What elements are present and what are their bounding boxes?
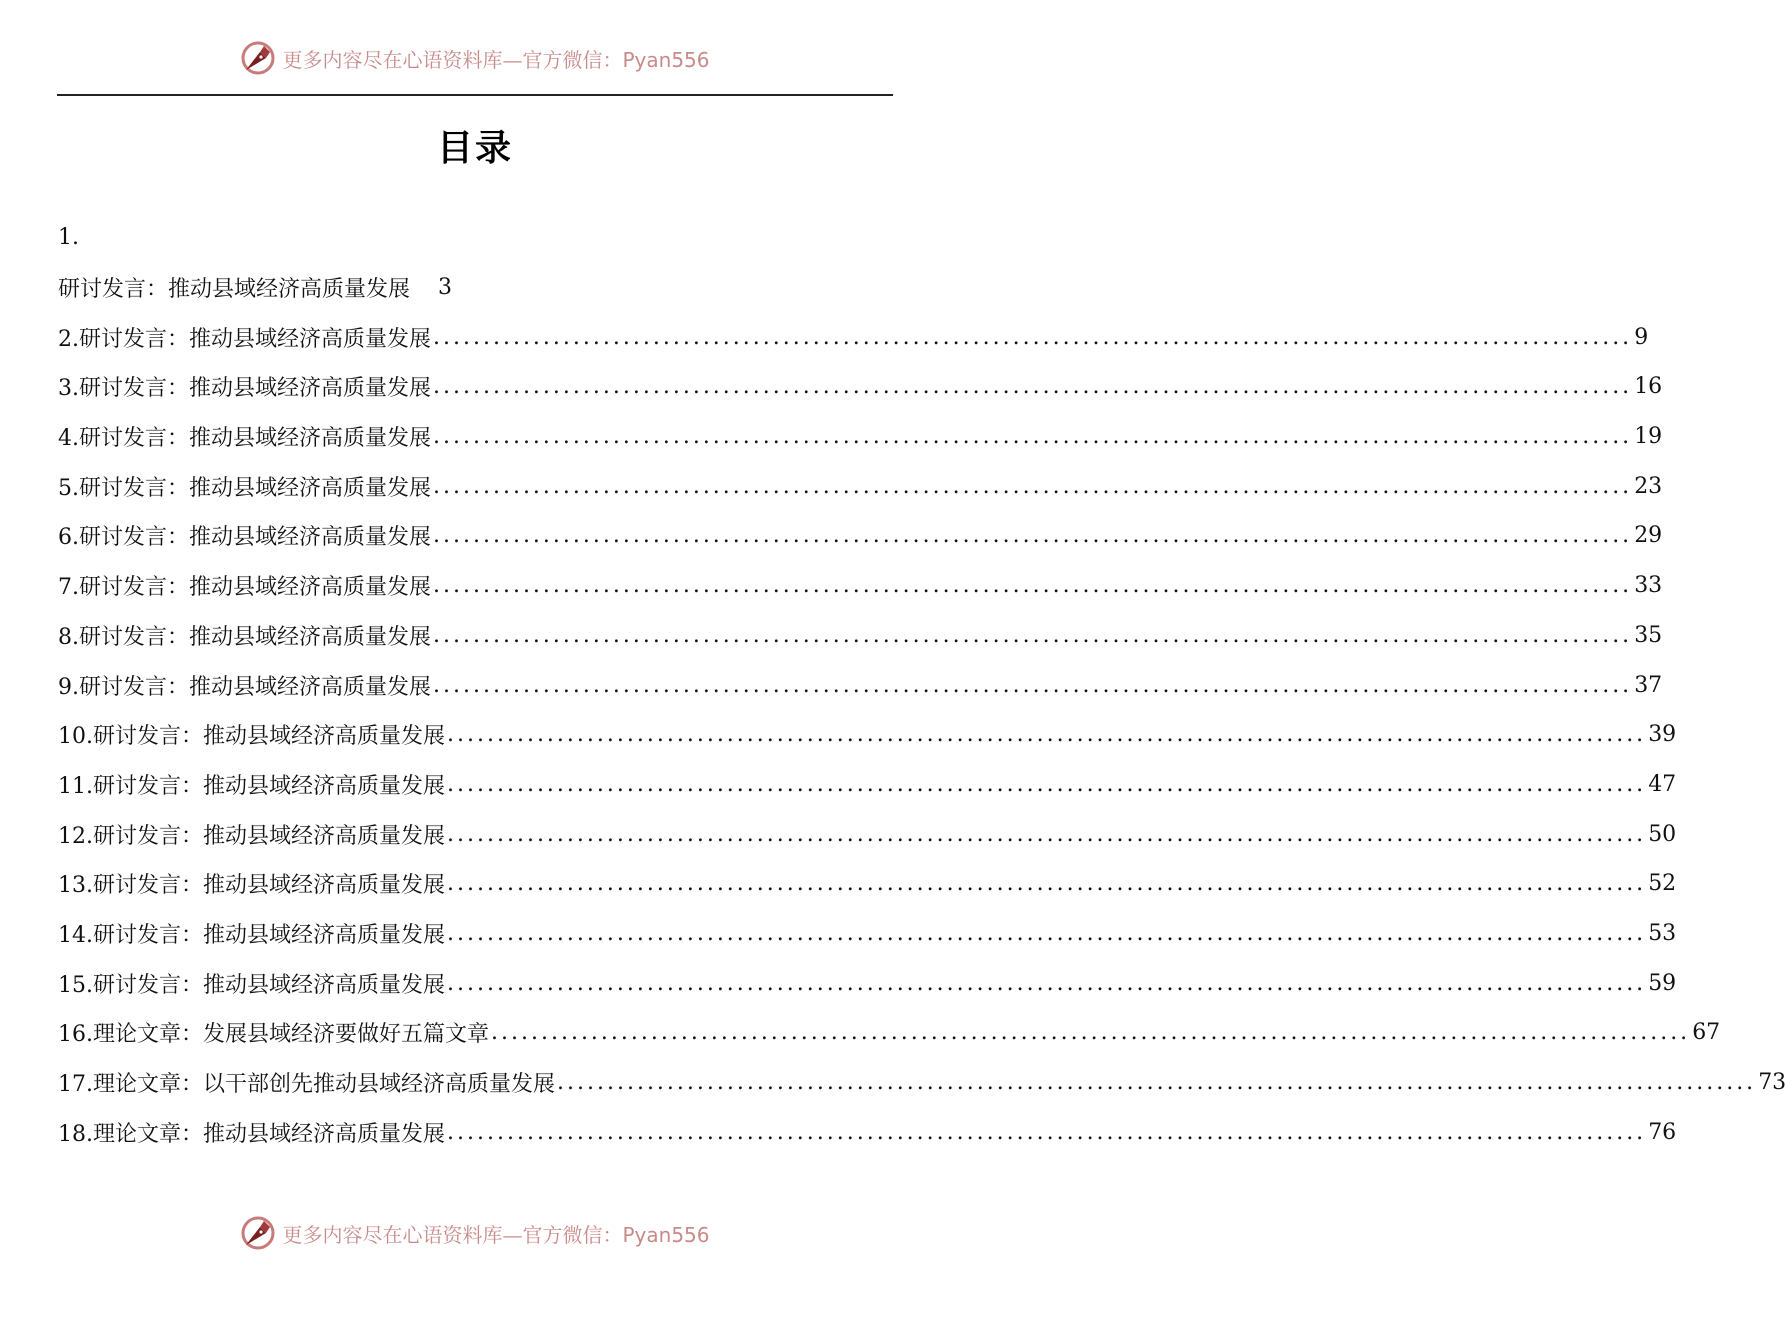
toc-leader: ........................................................................................................................: [447, 970, 1647, 996]
toc-title: 4.研讨发言：推动县域经济高质量发展: [58, 426, 431, 452]
pen-nib-logo-icon: [240, 1215, 276, 1251]
header-watermark: [0, 38, 950, 78]
toc-title: 15.研讨发言：推动县域经济高质量发展: [58, 972, 445, 998]
toc-leader: ........................................................................................................................: [491, 1020, 1691, 1046]
toc-page: 73: [1758, 1070, 1786, 1096]
toc-title: 研讨发言：推动县域经济高质量发展: [58, 277, 411, 303]
toc-leader: ........................................................................................................................: [433, 473, 1633, 499]
toc-page: 52: [1648, 871, 1677, 897]
toc-page: 3: [438, 275, 453, 301]
watermark-text: 更多内容尽在心语资料库—官方微信：Pyan556: [282, 1222, 710, 1247]
toc-item[interactable]: [58, 760, 1677, 810]
wechat-id: Pyan556: [622, 1222, 710, 1247]
toc-leader: ........................................................................................................................: [433, 324, 1633, 350]
toc-page: 37: [1634, 672, 1663, 698]
watermark-text: 更多内容尽在心语资料库—官方微信：Pyan556: [282, 47, 710, 72]
toc-title: 8.研讨发言：推动县域经济高质量发展: [58, 624, 431, 650]
page-title: 目录: [436, 127, 513, 169]
toc-title: 16.理论文章：发展县域经济要做好五篇文章: [58, 1022, 489, 1048]
toc-leader: ........................................................................................................................: [447, 1119, 1647, 1145]
pen-nib-logo-icon: [240, 40, 276, 76]
toc-item[interactable]: [58, 1058, 1786, 1108]
toc-item-number[interactable]: [58, 213, 893, 263]
toc-item[interactable]: [58, 312, 1649, 362]
toc-page: 50: [1648, 821, 1677, 847]
table-of-contents: [58, 213, 1786, 1157]
toc-page: 35: [1634, 622, 1663, 648]
toc-page: 16: [1634, 374, 1663, 400]
toc-leader: ........................................................................................................................: [433, 374, 1633, 400]
toc-item-first[interactable]: [58, 263, 893, 313]
toc-page: 29: [1634, 523, 1663, 549]
toc-title: 13.研讨发言：推动县域经济高质量发展: [58, 873, 445, 899]
wechat-id: Pyan556: [622, 47, 710, 72]
toc-item[interactable]: [58, 909, 1677, 959]
toc-item[interactable]: [58, 362, 1663, 412]
toc-item[interactable]: [58, 710, 1677, 760]
toc-item[interactable]: [58, 859, 1677, 909]
toc-title: 3.研讨发言：推动县域经济高质量发展: [58, 376, 431, 402]
toc-leader: ........................................................................................................................: [447, 722, 1647, 748]
toc-item[interactable]: [58, 412, 1663, 462]
toc-page: 53: [1648, 920, 1677, 946]
toc-leader: ........................................................................................................................: [433, 622, 1633, 648]
toc-leader: ........................................................................................................................: [447, 771, 1647, 797]
toc-title: 17.理论文章：以干部创先推动县域经济高质量发展: [58, 1072, 555, 1098]
toc-leader: ........................................................................................................................: [433, 672, 1633, 698]
toc-title: 2.研讨发言：推动县域经济高质量发展: [58, 326, 431, 352]
toc-title: 12.研讨发言：推动县域经济高质量发展: [58, 823, 445, 849]
toc-page: 47: [1648, 771, 1677, 797]
toc-page: 9: [1634, 324, 1649, 350]
toc-item[interactable]: [58, 511, 1663, 561]
toc-item[interactable]: [58, 611, 1663, 661]
toc-title: 11.研讨发言：推动县域经济高质量发展: [58, 773, 445, 799]
toc-title: 5.研讨发言：推动县域经济高质量发展: [58, 475, 431, 501]
toc-item[interactable]: [58, 461, 1663, 511]
toc-item[interactable]: [58, 809, 1677, 859]
toc-title: 9.研讨发言：推动县域经济高质量发展: [58, 674, 431, 700]
toc-page: 67: [1692, 1020, 1721, 1046]
toc-leader: ........................................................................................................................: [433, 523, 1633, 549]
toc-item[interactable]: [58, 561, 1663, 611]
toc-title: 7.研讨发言：推动县域经济高质量发展: [58, 575, 431, 601]
toc-title: 10.研讨发言：推动县域经济高质量发展: [58, 724, 445, 750]
toc-page: 59: [1648, 970, 1677, 996]
toc-leader: ........................................................................................................................: [433, 573, 1633, 599]
toc-leader: ........................................................................................................................: [447, 871, 1647, 897]
toc-item[interactable]: [58, 1008, 1721, 1058]
header-divider: [57, 94, 893, 96]
toc-page: 76: [1648, 1119, 1677, 1145]
toc-number: 1.: [58, 225, 79, 251]
toc-title: 18.理论文章：推动县域经济高质量发展: [58, 1121, 445, 1147]
toc-page: 23: [1634, 473, 1663, 499]
toc-item[interactable]: [58, 1107, 1677, 1157]
toc-page: 33: [1634, 573, 1663, 599]
toc-leader: ........................................................................................................................: [433, 424, 1633, 450]
toc-item[interactable]: [58, 958, 1677, 1008]
toc-title: 6.研讨发言：推动县域经济高质量发展: [58, 525, 431, 551]
toc-item[interactable]: [58, 660, 1663, 710]
toc-page: 39: [1648, 722, 1677, 748]
toc-leader: ........................................................................................................................: [447, 821, 1647, 847]
toc-leader: ........................................................................................................................: [557, 1070, 1757, 1096]
toc-page: 19: [1634, 424, 1663, 450]
toc-leader: ........................................................................................................................: [447, 920, 1647, 946]
footer-watermark: [0, 1213, 950, 1253]
toc-title: 14.研讨发言：推动县域经济高质量发展: [58, 922, 445, 948]
